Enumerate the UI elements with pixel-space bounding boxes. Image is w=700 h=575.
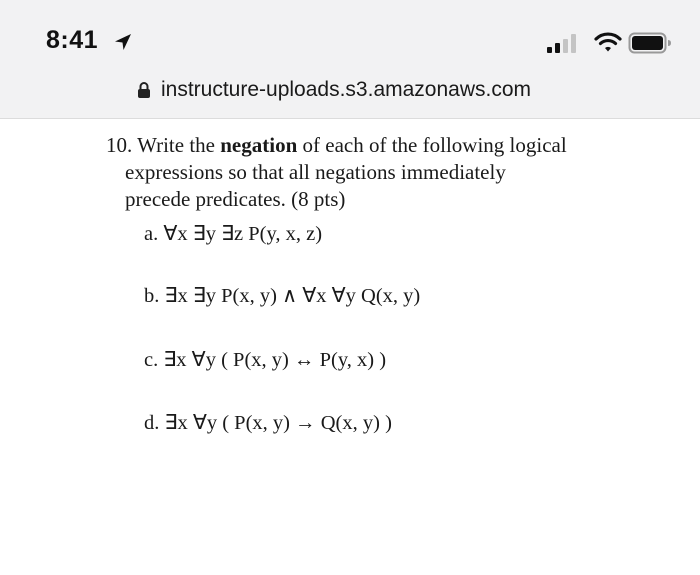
question-number: 10.	[106, 133, 133, 157]
part-b	[144, 283, 420, 308]
part-label: b.	[144, 285, 160, 307]
part-expression: ∃x ∃y P(x, y) ∧ ∀x ∀y Q(x, y)	[164, 285, 421, 307]
part-label: c.	[144, 349, 159, 371]
part-a	[144, 221, 322, 246]
address-bar[interactable]	[137, 76, 531, 104]
part-label: a.	[144, 223, 159, 245]
part-expression: ∃x ∀y ( P(x, y) → Q(x, y) )	[164, 412, 392, 434]
location-arrow-icon	[112, 31, 134, 53]
question-text-pre: Write the	[137, 133, 221, 157]
part-expression: ∀x ∃y ∃z P(y, x, z)	[163, 223, 323, 245]
url-text: instructure-uploads.s3.amazonaws.com	[161, 78, 532, 101]
question-line-3: precede predicates. (8 pts)	[125, 187, 346, 211]
wifi-icon	[594, 30, 622, 54]
document-content	[0, 119, 700, 575]
lock-icon	[137, 81, 151, 99]
battery-icon	[628, 31, 672, 55]
part-expression: ∃x ∀y ( P(x, y) ↔ P(y, x) )	[163, 349, 387, 371]
question-line-2: expressions so that all negations immediately	[125, 160, 506, 184]
question-text-post: of each of the following logical	[297, 133, 567, 157]
part-c	[144, 347, 386, 372]
question-line-1	[106, 133, 567, 158]
part-d	[144, 410, 392, 435]
question-bold-word: negation	[220, 133, 298, 157]
browser-top-bar	[0, 0, 700, 119]
part-label: d.	[144, 412, 160, 434]
cellular-signal-icon	[546, 33, 582, 53]
status-time: 8:41	[46, 26, 99, 54]
